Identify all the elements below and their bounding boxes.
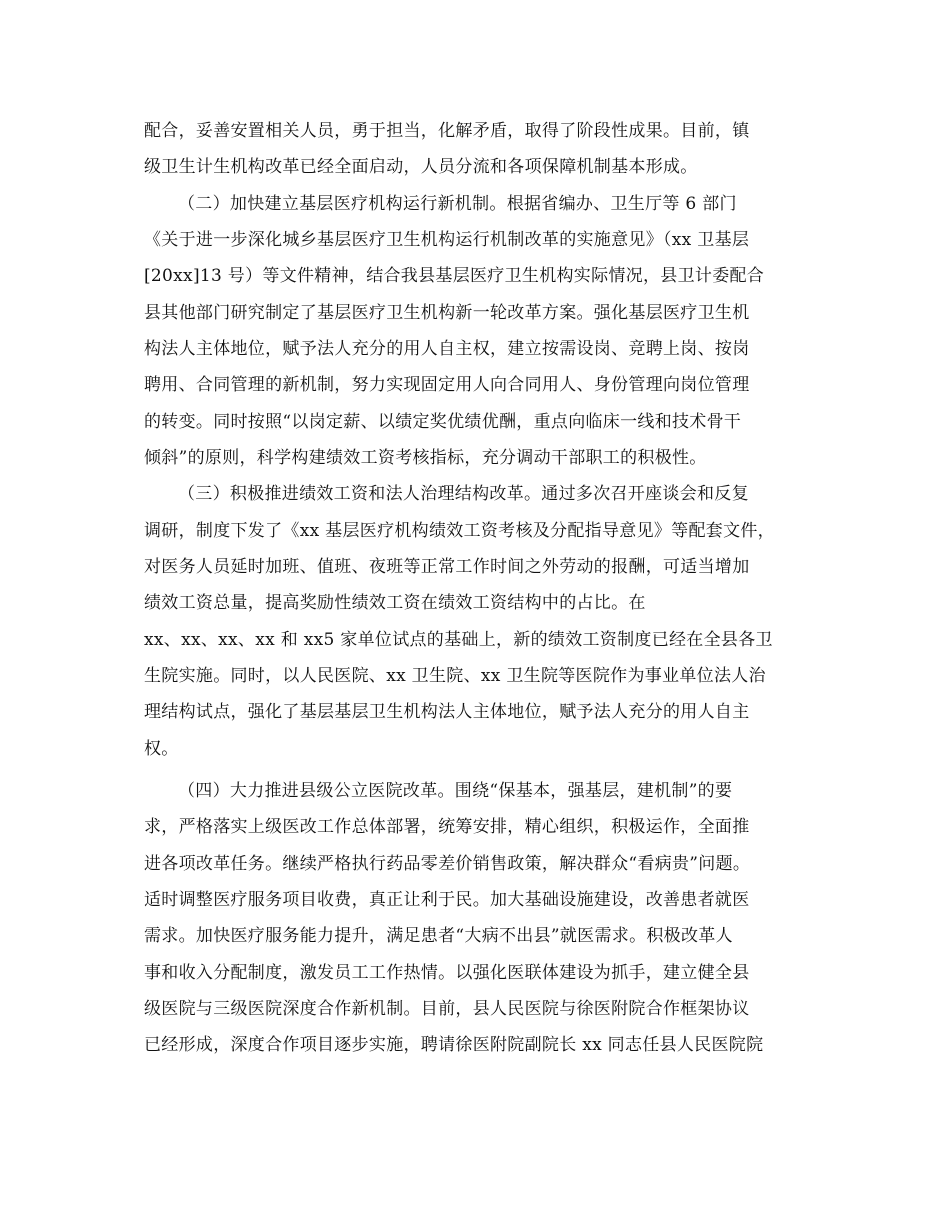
section-heading-4: （四）大力推进县级公立医院改革。围绕“保基本，强基层，建机制”的要	[178, 781, 733, 801]
text-line: 对医务人员延时加班、值班、夜班等正常工作时间之外劳动的报酬，可适当增加	[144, 557, 750, 577]
text-line: 《关于进一步深化城乡基层医疗卫生机构运行机制改革的实施意见》（xx 卫基层	[144, 230, 750, 250]
text-line: 绩效工资总量，提高奖励性绩效工资在绩效工资结构中的占比。在	[144, 593, 646, 613]
text-line: 聘用、合同管理的新机制，努力实现固定用人向合同用人、身份管理向岗位管理	[144, 375, 750, 395]
text-line: 已经形成，深度合作项目逐步实施，聘请徐医附院副院长 xx 同志任县人民医院院	[144, 1035, 764, 1055]
text-line: 的转变。同时按照“以岗定薪、以绩定奖优绩优酬，重点向临床一线和技术骨干	[144, 412, 742, 432]
text-line: xx、xx、xx、xx 和 xx5 家单位试点的基础上，新的绩效工资制度已经在全县各卫	[144, 630, 773, 650]
text-line: 构法人主体地位，赋予法人充分的用人自主权，建立按需设岗、竞聘上岗、按岗	[144, 339, 750, 359]
text-line: 事和收入分配制度，激发员工工作热情。以强化医联体建设为抓手，建立健全县	[144, 963, 750, 983]
text-line: 进各项改革任务。继续严格执行药品零差价销售政策，解决群众“看病贵”问题。	[144, 854, 751, 874]
text-line: 级医院与三级医院深度合作新机制。目前，县人民医院与徐医附院合作框架协议	[144, 999, 750, 1019]
text-line: 倾斜”的原则，科学构建绩效工资考核指标，充分调动干部职工的积极性。	[144, 448, 707, 468]
text-line: 理结构试点，强化了基层基层卫生机构法人主体地位，赋予法人充分的用人自主	[144, 702, 750, 722]
text-line: 配合，妥善安置相关人员，勇于担当，化解矛盾，取得了阶段性成果。目前，镇	[144, 121, 750, 141]
text-line: 权。	[144, 739, 179, 759]
text-line: 调研，制度下发了《xx 基层医疗机构绩效工资考核及分配指导意见》等配套文件，	[144, 521, 775, 541]
text-line: [20xx]13 号）等文件精神，结合我县基层医疗卫生机构实际情况，县卫计委配合	[144, 266, 765, 286]
text-line: 求，严格落实上级医改工作总体部署，统筹安排，精心组织，积极运作，全面推	[144, 817, 750, 837]
section-heading-2: （二）加快建立基层医疗机构运行新机制。根据省编办、卫生厅等 6 部门	[178, 194, 737, 214]
text-line: 县其他部门研究制定了基层医疗卫生机构新一轮改革方案。强化基层医疗卫生机	[144, 303, 750, 323]
text-line: 生院实施。同时，以人民医院、xx 卫生院、xx 卫生院等医院作为事业单位法人治	[144, 666, 766, 686]
text-line: 需求。加快医疗服务能力提升，满足患者“大病不出县”就医需求。积极改革人	[144, 926, 733, 946]
text-line: 适时调整医疗服务项目收费，真正让利于民。加大基础设施建设，改善患者就医	[144, 890, 750, 910]
text-line: 级卫生计生机构改革已经全面启动，人员分流和各项保障机制基本形成。	[144, 157, 698, 177]
section-heading-3: （三）积极推进绩效工资和法人治理结构改革。通过多次召开座谈会和反复	[178, 484, 749, 504]
